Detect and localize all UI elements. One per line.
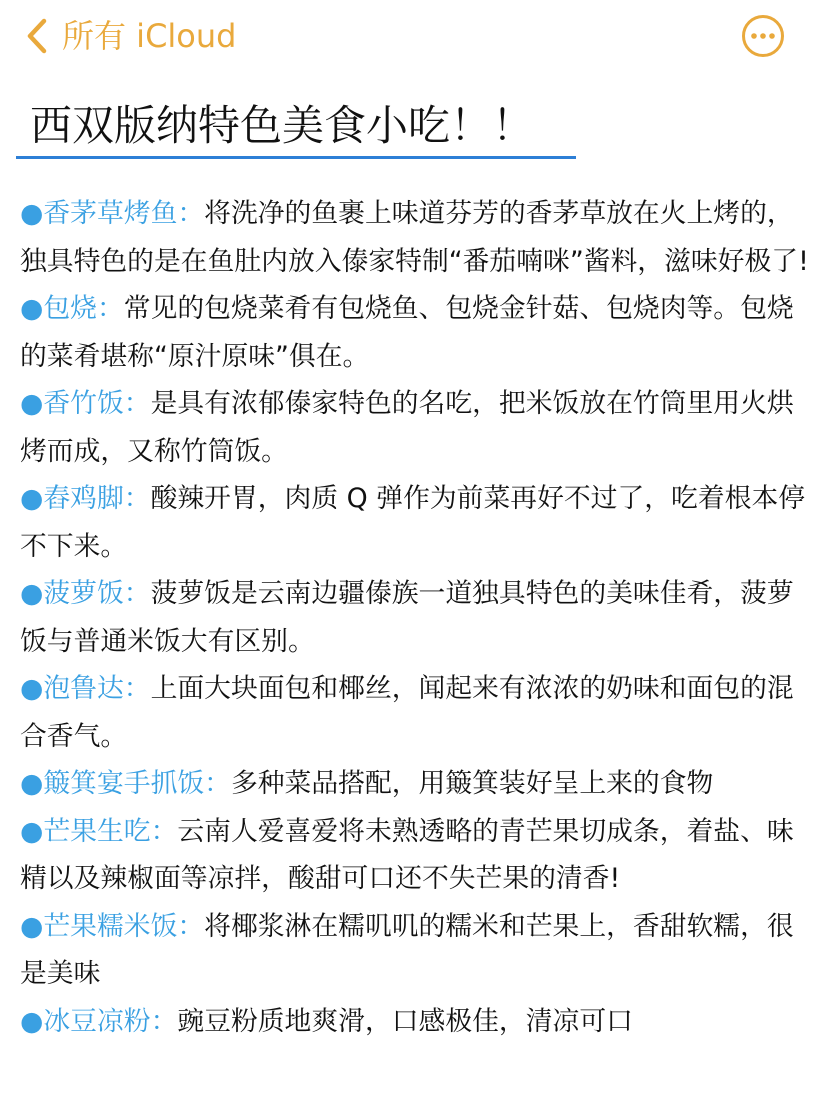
list-item bbox=[20, 808, 820, 903]
food-name: 冰豆凉粉 bbox=[43, 1005, 151, 1037]
bullet-icon: ● bbox=[20, 768, 44, 799]
bullet-icon: ● bbox=[20, 910, 44, 942]
food-name: 包烧 bbox=[43, 293, 97, 324]
back-button[interactable] bbox=[26, 14, 236, 58]
list-item bbox=[20, 998, 820, 1046]
name-separator: ： bbox=[123, 483, 151, 514]
name-separator: ： bbox=[204, 768, 231, 799]
name-separator: ： bbox=[177, 910, 205, 942]
bullet-icon: ● bbox=[20, 293, 44, 324]
list-item bbox=[20, 475, 820, 570]
bullet-icon: ● bbox=[20, 815, 44, 847]
food-name: 簸箕宴手抓饭 bbox=[43, 768, 205, 799]
food-description: 将洗净的鱼裹上味道芬芳的香茅草放在火上烤的，独具特色的是在鱼肚内放入傣家特制“番茄喃咪”酱料，滋味好极了! bbox=[20, 198, 809, 277]
food-name: 芒果糯米饭 bbox=[43, 910, 178, 942]
food-description: 多种菜品搭配，用簸箕装好呈上来的食物 bbox=[230, 768, 714, 799]
food-name: 泡鲁达 bbox=[43, 673, 124, 704]
more-options-button[interactable] bbox=[741, 14, 785, 58]
list-item bbox=[20, 570, 820, 665]
list-item bbox=[20, 380, 820, 475]
bullet-icon: ● bbox=[20, 198, 44, 229]
food-name: 芒果生吃 bbox=[43, 815, 151, 847]
list-item bbox=[20, 665, 820, 760]
bullet-icon: ● bbox=[20, 673, 44, 704]
list-item bbox=[20, 285, 820, 380]
food-name: 舂鸡脚 bbox=[43, 483, 124, 514]
bullet-icon: ● bbox=[20, 483, 44, 514]
name-separator: ： bbox=[123, 578, 151, 609]
name-separator: ： bbox=[150, 815, 178, 847]
bullet-icon: ● bbox=[20, 388, 44, 419]
name-separator: ： bbox=[96, 293, 124, 324]
note-title: 西双版纳特色美食小吃！！ bbox=[30, 101, 535, 150]
food-description: 豌豆粉质地爽滑，口感极佳，清凉可口 bbox=[177, 1005, 633, 1037]
chevron-left-icon bbox=[26, 18, 48, 54]
food-description: 菠萝饭是云南边疆傣族一道独具特色的美味佳肴，菠萝饭与普通米饭大有区别。 bbox=[20, 578, 794, 657]
food-description: 将椰浆淋在糯叽叽的糯米和芒果上，香甜软糯，很是美味 bbox=[20, 910, 794, 989]
list-item bbox=[20, 760, 820, 808]
name-separator: ： bbox=[123, 388, 151, 419]
list-item bbox=[20, 903, 820, 998]
food-name: 香茅草烤鱼 bbox=[43, 198, 178, 229]
name-separator: ： bbox=[150, 1005, 178, 1037]
food-description: 常见的包烧菜肴有包烧鱼、包烧金针菇、包烧肉等。包烧的菜肴堪称“原汁原味”俱在。 bbox=[20, 293, 794, 372]
note-body[interactable] bbox=[20, 190, 820, 1045]
navigation-bar bbox=[0, 0, 828, 80]
food-description: 云南人爱喜爱将未熟透略的青芒果切成条，着盐、味精以及辣椒面等凉拌，酸甜可口还不失芒果的清香! bbox=[20, 815, 794, 894]
food-name: 菠萝饭 bbox=[43, 578, 124, 609]
back-label: 所有 iCloud bbox=[62, 17, 237, 55]
food-description: 是具有浓郁傣家特色的名吃，把米饭放在竹筒里用火烘烤而成，又称竹筒饭。 bbox=[20, 388, 794, 467]
bullet-icon: ● bbox=[20, 1005, 44, 1037]
food-description: 上面大块面包和椰丝，闻起来有浓浓的奶味和面包的混合香气。 bbox=[20, 673, 794, 752]
title-underline bbox=[16, 156, 576, 159]
name-separator: ： bbox=[177, 198, 205, 229]
name-separator: ： bbox=[123, 673, 151, 704]
list-item bbox=[20, 190, 820, 285]
food-description: 酸辣开胃，肉质 Q 弹作为前菜再好不过了，吃着根本停不下来。 bbox=[20, 483, 806, 562]
food-name: 香竹饭 bbox=[43, 388, 124, 419]
ellipsis-circle-icon bbox=[741, 14, 785, 58]
bullet-icon: ● bbox=[20, 578, 44, 609]
